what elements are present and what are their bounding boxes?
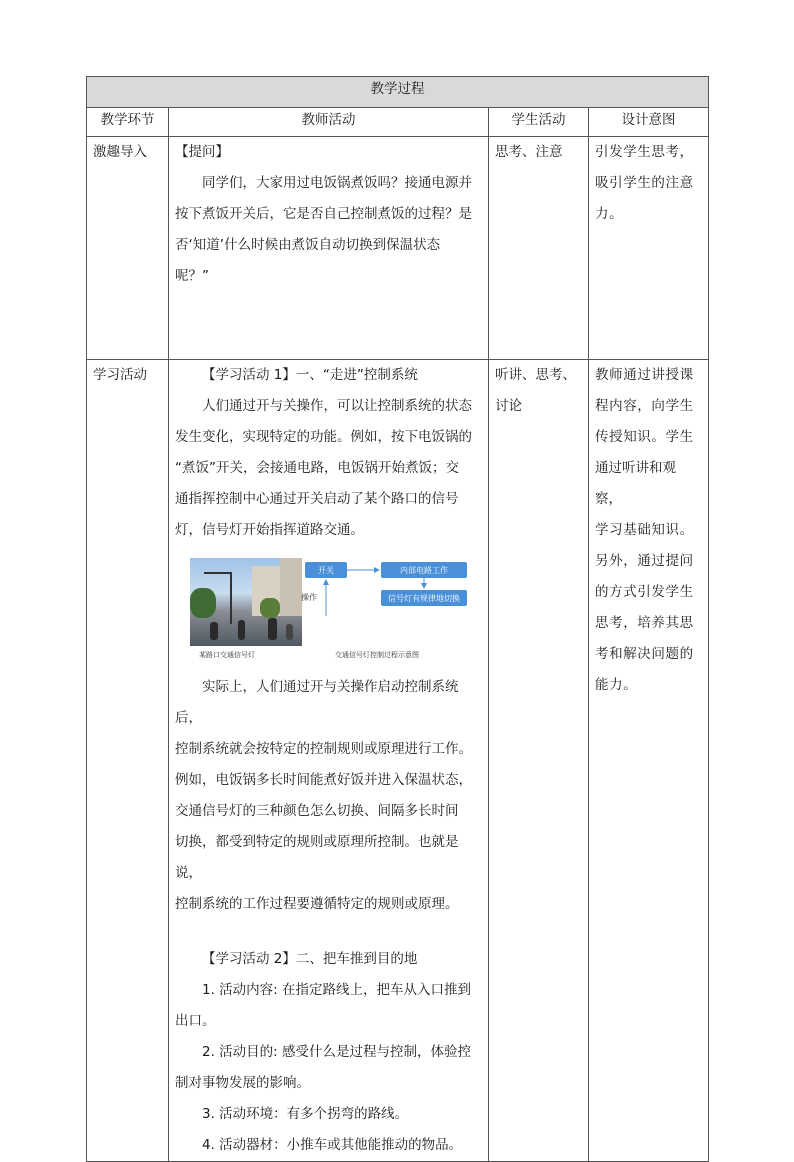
- header-design-intent: 设计意图: [589, 108, 709, 137]
- switch-box: 开关: [305, 562, 347, 578]
- design-intent-cell: 引发学生思考， 吸引学生的注意 力。: [589, 137, 709, 360]
- activity2-heading: 【学习活动 2】二、把车推到目的地: [202, 951, 418, 967]
- photo-caption: 某路口交通信号灯: [199, 651, 255, 659]
- teacher-activity-cell: [169, 137, 489, 360]
- question-line: 按下煮饭开关后，它是否自己控制煮饭的过程？是: [175, 206, 472, 222]
- header-stage: 教学环节: [87, 108, 169, 137]
- teaching-process-table: [86, 76, 709, 1162]
- student-activity-cell: 听讲、思考、 讨论: [489, 360, 589, 1162]
- question-line: 同学们，大家用过电饭锅煮饭吗？接通电源并: [202, 175, 472, 191]
- header-student-activity: 学生活动: [489, 108, 589, 137]
- header-teacher-activity: 教师活动: [169, 108, 489, 137]
- diagram-caption: 交通信号灯控制过程示意图: [335, 651, 419, 659]
- signal-switch-box: 信号灯有规律地切换: [381, 590, 467, 606]
- activity1-heading: 【学习活动 1】一、“走进”控制系统: [202, 367, 418, 383]
- question-heading: 【提问】: [175, 144, 229, 160]
- table-row: [87, 360, 709, 1162]
- question-line: 否‘知道’什么时候由煮饭自动切换到保温状态: [175, 237, 441, 253]
- flow-arrows: [183, 554, 483, 666]
- traffic-light-figure: [183, 554, 483, 666]
- table-title: 教学过程: [87, 77, 709, 108]
- stage-cell: 学习活动: [87, 360, 169, 1162]
- stage-cell: 激趣导入: [87, 137, 169, 360]
- internal-circuit-box: 内部电路工作: [381, 562, 467, 578]
- question-line: 呢？”: [175, 268, 209, 284]
- table-row: [87, 137, 709, 360]
- teacher-activity-cell: 【学习活动 1】一、“走进”控制系统 人们通过开与关操作，可以让控制系统的状态 发生变化，实现特定的功能。例如，按下电饭锅的 “煮饭”开关，会接通电路，电饭锅开始煮饭；交 通指挥控制中心通过开关启动了某个路口的信号 灯，信号灯开始指挥道路交通。 某路口交通信号灯 开关 内部电路工作 信号灯有规律地切换 操作 交通信号灯控制过程示意图 实际上，人们通过开与关操作启动控制系统后， 控制系统就会按特定的控制规则或原理进行工作。 例如，电饭锅多长时间能煮好饭并进入保温状态， 交通信号灯的三种颜色怎么切换、间隔多长时间 切换，都受到特定的规则或原理所控制。也就是说， 控制系统的工作过程要遵循特定的规则或原理。 【学习活动 2】二、把车推到目的地 1. 活动内容: 在指定路线上，把车从入口推到 出口。 2. 活动目的: 感受什么是过程与控制，体验控 制对事物发展的影响。 3. 活动环境：有多个拐弯的路线。 4. 活动器材：小推车或其他能推动的物品。: [169, 360, 489, 1162]
- design-intent-cell: 教师通过讲授课 程内容，向学生 传授知识。学生 通过听讲和观察， 学习基础知识。 另外，通过提问 的方式引发学生 思考，培养其思 考和解决问题的 能力。: [589, 360, 709, 1162]
- student-activity-cell: 思考、注意: [489, 137, 589, 360]
- operate-label: 操作: [301, 593, 317, 602]
